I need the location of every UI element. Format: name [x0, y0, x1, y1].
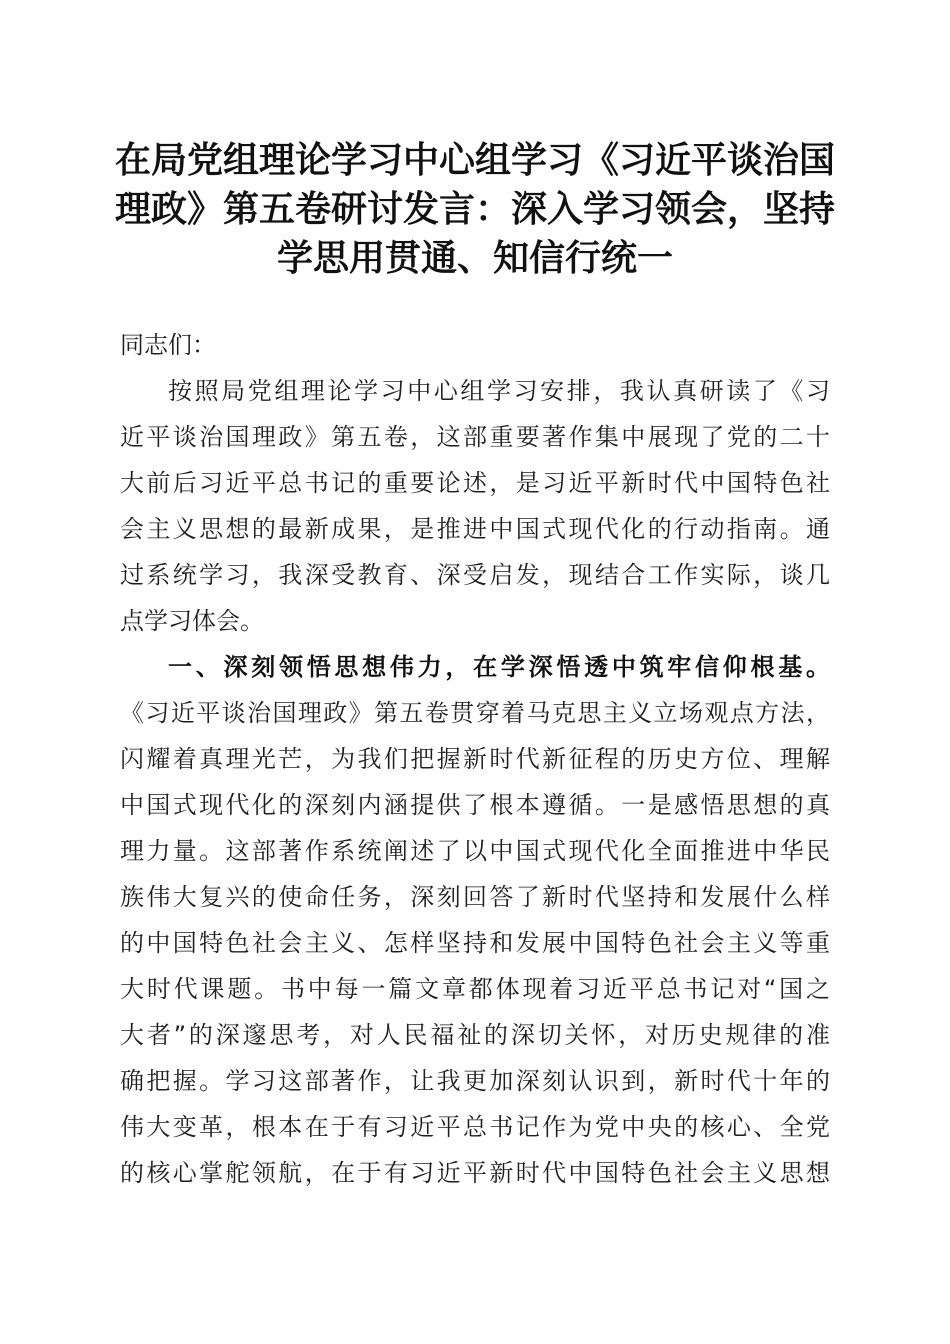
section-1-line-10: 伟大变革，根本在于有习近平总书记作为党中央的核心、全党: [120, 1113, 830, 1141]
section-1-line-11: 的核心掌舵领航，在于有习近平新时代中国特色社会主义思想: [120, 1159, 830, 1187]
section-1-heading: 一、深刻领悟思想伟力，在学深悟透中筑牢信仰根基。: [168, 653, 830, 681]
title-line-1: 在局党组理论学习中心组学习《习近平谈治国: [114, 139, 835, 181]
section-1-line-9: 确把握。学习这部著作，让我更加深刻认识到，新时代十年的: [120, 1067, 830, 1095]
document-title: [110, 136, 840, 283]
intro-line-4: 会主义思想的最新成果，是推进中国式现代化的行动指南。通: [120, 515, 830, 543]
section-1-line-1: 《习近平谈治国理政》第五卷贯穿着马克思主义立场观点方法，: [120, 699, 830, 727]
intro-paragraph: [120, 368, 830, 644]
section-1-line-7: 大时代课题。书中每一篇文章都体现着习近平总书记对“国之: [120, 975, 830, 1003]
title-line-3: 学思用贯通、知信行统一: [276, 237, 673, 279]
salutation: 同志们：: [120, 331, 216, 359]
section-1-paragraph: [120, 644, 830, 1196]
title-line-2: 理政》第五卷研讨发言：深入学习领会，坚持: [114, 188, 835, 230]
intro-line-6: 点学习体会。: [120, 607, 264, 635]
section-1-line-4: 理力量。这部著作系统阐述了以中国式现代化全面推进中华民: [120, 837, 830, 865]
intro-line-2: 近平谈治国理政》第五卷，这部重要著作集中展现了党的二十: [120, 423, 830, 451]
intro-line-5: 过系统学习，我深受教育、深受启发，现结合工作实际，谈几: [120, 561, 830, 589]
section-1-line-6: 的中国特色社会主义、怎样坚持和发展中国特色社会主义等重: [120, 929, 830, 957]
section-1-line-8: 大者”的深邃思考，对人民福祉的深切关怀，对历史规律的准: [120, 1021, 830, 1049]
section-1-line-2: 闪耀着真理光芒，为我们把握新时代新征程的历史方位、理解: [120, 745, 830, 773]
section-1-line-3: 中国式现代化的深刻内涵提供了根本遵循。一是感悟思想的真: [120, 791, 830, 819]
section-1-line-5: 族伟大复兴的使命任务，深刻回答了新时代坚持和发展什么样: [120, 883, 830, 911]
document-body: [120, 322, 830, 1196]
intro-line-3: 大前后习近平总书记的重要论述，是习近平新时代中国特色社: [120, 469, 830, 497]
intro-line-1: 按照局党组理论学习中心组学习安排，我认真研读了《习: [168, 377, 830, 405]
